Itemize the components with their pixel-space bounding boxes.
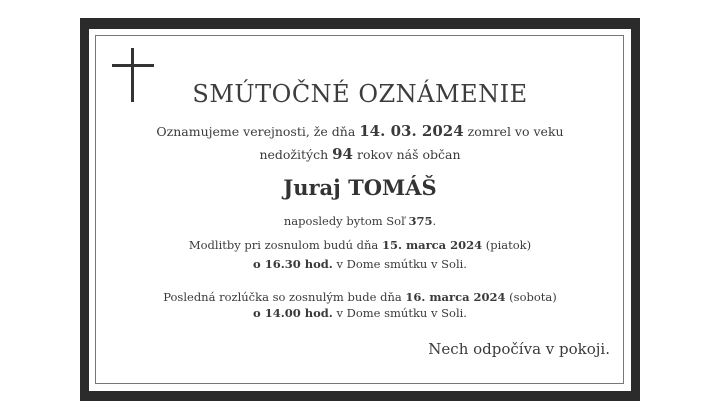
farewell-time: 14.00 hod.	[264, 306, 333, 320]
prayers-date: 15. marca 2024	[381, 238, 483, 252]
closing-phrase: Nech odpočíva v pokoji.	[428, 340, 610, 358]
prayers-time: 16.30 hod.	[264, 257, 333, 271]
prayers-line: Modlitby pri zosnulom budú dňa 15. marca 2024 (piatok)	[188, 238, 532, 252]
death-date: 14. 03. 2024	[359, 122, 464, 140]
age-line: nedožitých 94 rokov náš občan	[259, 145, 461, 163]
residence-line: naposledy bytom Soľ 375.	[283, 214, 437, 228]
age-value: 94	[332, 145, 353, 163]
farewell-line: Posledná rozlúčka so zosnulým bude dňa 16. marca 2024 (sobota)	[163, 290, 557, 304]
house-number: 375	[408, 214, 433, 228]
farewell-time-line: o 14.00 hod. v Dome smútku v Soli.	[253, 306, 467, 320]
prayers-time-line: o 16.30 hod. v Dome smútku v Soli.	[253, 257, 467, 271]
farewell-date: 16. marca 2024	[405, 290, 506, 304]
deceased-name: Juraj TOMÁŠ	[283, 175, 437, 200]
notice-title: SMÚTOČNÉ OZNÁMENIE	[192, 80, 528, 108]
announcement-line: Oznamujeme verejnosti, že dňa 14. 03. 2024 zomrel vo veku	[156, 122, 564, 140]
